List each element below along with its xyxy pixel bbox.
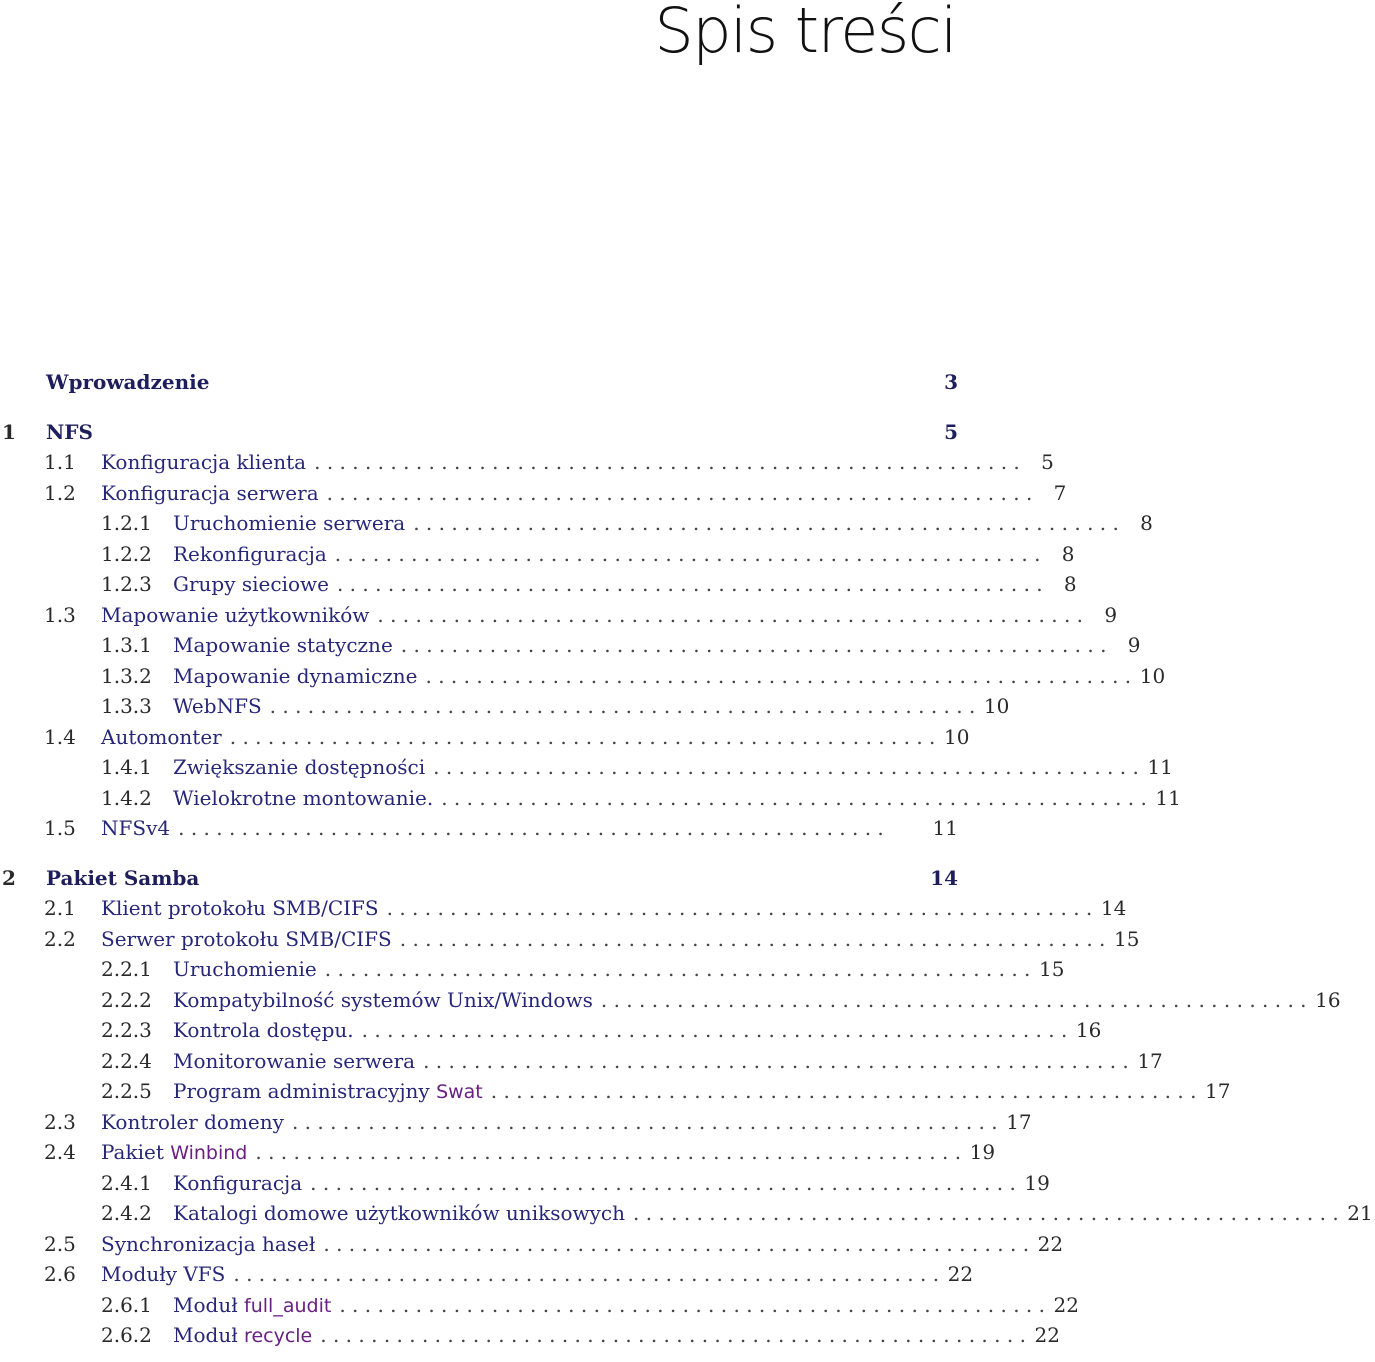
toc-entry[interactable]	[0, 541, 1075, 573]
toc-entry-page-number: 7	[1053, 480, 1067, 505]
toc-entry-title: Program administracyjny	[173, 1079, 437, 1103]
toc-entry-title: Grupy sieciowe	[173, 572, 329, 596]
toc-entry-title: Katalogi domowe użytkowników uniksowych	[173, 1201, 626, 1225]
toc-entry-title: WebNFS	[173, 694, 262, 718]
toc-entry-title-link[interactable]	[173, 1171, 302, 1195]
toc-entry-title-link[interactable]	[173, 957, 317, 981]
page-title: Spis treści	[654, 0, 956, 67]
toc-entry-number: 2.6.1	[101, 1292, 152, 1317]
toc-entry-number: 2.2.2	[101, 987, 152, 1012]
toc-entry-title-link[interactable]	[46, 866, 199, 890]
toc-entry-page-number: 22	[1034, 1323, 1060, 1347]
toc-entry[interactable]	[0, 957, 1065, 988]
toc-entry-code-name: Swat	[436, 1081, 483, 1103]
toc-entry-number: 1.4.1	[101, 755, 152, 779]
toc-entry-page-number: 22	[1053, 1292, 1079, 1317]
toc-entry-page-number: 16	[1315, 987, 1341, 1012]
toc-entry-number: 2.4.2	[101, 1201, 152, 1225]
toc-entry-title: Mapowanie dynamiczne	[173, 663, 418, 688]
toc-entry-title: Uruchomienie serwera	[173, 511, 406, 535]
toc-entry-title: Konfiguracja	[173, 1170, 303, 1195]
toc-entry[interactable]	[0, 1201, 1373, 1232]
toc-entry-number: 1.3	[44, 602, 76, 627]
toc-entry[interactable]	[0, 1140, 996, 1171]
toc-entry-title: Kontroler domeny	[101, 1109, 284, 1134]
toc-entry-page-number: 17	[1006, 1109, 1032, 1134]
toc-entry-page-number: 3	[944, 370, 958, 394]
toc-entry-number: 2.4.1	[101, 1170, 152, 1195]
dot-leader: . . . . . . . . . . . . . . . . . . . . . . . . . . . . . . . . . . . . . . . . . . . . . . . . . . . . . . . .	[425, 663, 1132, 688]
toc-entry-title: Mapowanie statyczne	[173, 633, 393, 657]
toc-entry-number: 2.4	[44, 1140, 76, 1164]
dot-leader: . . . . . . . . . . . . . . . . . . . . . . . . . . . . . . . . . . . . . . . . . . . . . . . . . . . . . . . .	[334, 541, 1041, 566]
toc-entry-title-link[interactable]	[46, 370, 209, 394]
toc-entry-number: 1.5	[44, 816, 76, 840]
toc-entry-title-link[interactable]	[173, 694, 262, 718]
toc-entry[interactable]	[0, 694, 1010, 725]
dot-leader: . . . . . . . . . . . . . . . . . . . . . . . . . . . . . . . . . . . . . . . . . . . . . . . . . . . . . . . .	[336, 572, 1043, 596]
toc-entry-title: Wprowadzenie	[46, 370, 210, 394]
toc-entry-title-link[interactable]	[173, 572, 329, 596]
table-of-contents	[0, 370, 1373, 1354]
toc-entry-title: Monitorowanie serwera	[173, 1048, 416, 1073]
dot-leader: . . . . . . . . . . . . . . . . . . . . . . . . . . . . . . . . . . . . . . . . . . . . . . . . . . . . . . . .	[433, 755, 1139, 779]
toc-entry-number: 2.2.1	[101, 957, 152, 981]
toc-entry-title-link[interactable]	[101, 603, 369, 627]
toc-entry-page-number: 9	[1127, 633, 1141, 657]
toc-entry-title: Serwer protokołu SMB/CIFS	[101, 926, 392, 951]
toc-entry-title-link[interactable]	[173, 755, 425, 779]
toc-entry[interactable]	[0, 866, 960, 897]
toc-entry-page-number: 15	[1113, 926, 1140, 951]
toc-entry-title-link[interactable]	[101, 1232, 315, 1256]
toc-entry[interactable]	[0, 896, 1127, 927]
dot-leader: . . . . . . . . . . . . . . . . . . . . . . . . . . . . . . . . . . . . . . . . . . . . . . . . . . . . . . . .	[178, 816, 884, 840]
toc-entry-code-name: Winbind	[170, 1142, 248, 1164]
toc-entry[interactable]	[0, 511, 1153, 542]
toc-entry-title: Pakiet	[101, 1140, 171, 1164]
dot-leader: . . . . . . . . . . . . . . . . . . . . . . . . . . . . . . . . . . . . . . . . . . . . . . . . . . . . . . . .	[269, 694, 976, 718]
toc-entry[interactable]	[0, 1262, 974, 1293]
toc-entry-code-name: recycle	[244, 1325, 313, 1347]
toc-entry-page-number: 8	[1061, 541, 1075, 566]
toc-entry-title: Rekonfiguracja	[173, 541, 327, 566]
toc-entry-title-link[interactable]	[101, 725, 222, 749]
toc-entry[interactable]	[0, 755, 1173, 786]
toc-entry-title-link[interactable]	[101, 927, 392, 951]
toc-entry-page-number: 19	[1024, 1170, 1050, 1195]
toc-entry-title: Klient protokołu SMB/CIFS	[101, 896, 379, 920]
toc-entry-title: Moduł	[173, 1292, 245, 1317]
dot-leader: . . . . . . . . . . . . . . . . . . . . . . . . . . . . . . . . . . . . . . . . . . . . . . . . . . . . . . . .	[326, 480, 1033, 505]
dot-leader: . . . . . . . . . . . . . . . . . . . . . . . . . . . . . . . . . . . . . . . . . . . . . . . . . . . . . . . .	[633, 1201, 1339, 1225]
toc-entry-title-link[interactable]	[173, 1201, 625, 1225]
dot-leader: . . . . . . . . . . . . . . . . . . . . . . . . . . . . . . . . . . . . . . . . . . . . . . . . . . . . . . . .	[310, 1170, 1016, 1195]
toc-entry-page-number: 10	[1139, 663, 1166, 688]
toc-entry-number: 1.1	[44, 450, 76, 474]
toc-entry-title: Wielokrotne montowanie.	[173, 785, 434, 810]
dot-leader: . . . . . . . . . . . . . . . . . . . . . . . . . . . . . . . . . . . . . . . . . . . . . . . . . . . . . . . .	[399, 926, 1106, 951]
toc-entry-page-number: 10	[943, 724, 970, 749]
toc-entry-number: 2.6	[44, 1262, 76, 1286]
toc-entry-page-number: 10	[983, 694, 1010, 718]
toc-entry-number: 1.3.2	[101, 663, 152, 688]
toc-entry[interactable]	[0, 663, 1166, 695]
toc-entry-title: NFSv4	[101, 816, 171, 840]
dot-leader: . . . . . . . . . . . . . . . . . . . . . . . . . . . . . . . . . . . . . . . . . . . . . . . . . . . . . . . .	[423, 1048, 1129, 1073]
toc-entry-page-number: 11	[932, 816, 958, 840]
toc-entry-number: 1.2	[44, 480, 76, 505]
toc-entry-number: 1.4.2	[101, 785, 152, 810]
toc-entry-page-number: 21	[1347, 1201, 1373, 1225]
toc-entry-title-link[interactable]	[101, 816, 170, 840]
toc-entry-title: Pakiet Samba	[46, 865, 200, 890]
dot-leader: . . . . . . . . . . . . . . . . . . . . . . . . . . . . . . . . . . . . . . . . . . . . . . . . . . . . . . . .	[320, 1323, 1026, 1347]
dot-leader: . . . . . . . . . . . . . . . . . . . . . . . . . . . . . . . . . . . . . . . . . . . . . . . . . . . . . . . .	[233, 1262, 940, 1286]
dot-leader: . . . . . . . . . . . . . . . . . . . . . . . . . . . . . . . . . . . . . . . . . . . . . . . . . . . . . . . .	[229, 724, 936, 749]
toc-entry-title-link[interactable]	[101, 481, 319, 505]
dot-leader: . . . . . . . . . . . . . . . . . . . . . . . . . . . . . . . . . . . . . . . . . . . . . . . . . . . . . . . .	[324, 957, 1031, 981]
dot-leader: . . . . . . . . . . . . . . . . . . . . . . . . . . . . . . . . . . . . . . . . . . . . . . . . . . . . . . . .	[323, 1231, 1030, 1256]
toc-entry-title-link[interactable]	[101, 1140, 247, 1164]
toc-entry-number: 1.2.3	[101, 572, 152, 596]
toc-entry[interactable]	[0, 1292, 1079, 1324]
toc-entry-page-number: 9	[1104, 602, 1118, 627]
toc-entry-title: Kontrola dostępu.	[173, 1018, 354, 1042]
toc-entry-page-number: 22	[1037, 1231, 1064, 1256]
dot-leader: . . . . . . . . . . . . . . . . . . . . . . . . . . . . . . . . . . . . . . . . . . . . . . . . . . . . . . . .	[490, 1079, 1197, 1103]
toc-entry-title-link[interactable]	[46, 420, 93, 444]
toc-entry-title: Konfiguracja klienta	[101, 450, 307, 474]
toc-entry-page-number: 14	[930, 865, 958, 890]
toc-entry-title-link[interactable]	[101, 896, 379, 920]
toc-entry-page-number: 5	[944, 419, 958, 444]
toc-entry-number: 2.2	[44, 926, 76, 951]
toc-entry-title-link[interactable]	[173, 988, 593, 1012]
toc-entry-title-link[interactable]	[101, 450, 306, 474]
dot-leader: . . . . . . . . . . . . . . . . . . . . . . . . . . . . . . . . . . . . . . . . . . . . . . . . . . . . . . . .	[255, 1140, 962, 1164]
toc-entry-title: Zwiększanie dostępności	[173, 755, 426, 779]
toc-entry-page-number: 14	[1100, 896, 1127, 920]
dot-leader: . . . . . . . . . . . . . . . . . . . . . . . . . . . . . . . . . . . . . . . . . . . . . . . . . . . . . . . .	[413, 511, 1119, 535]
dot-leader: . . . . . . . . . . . . . . . . . . . . . . . . . . . . . . . . . . . . . . . . . . . . . . . . . . . . . . . .	[361, 1018, 1068, 1042]
toc-entry-number: 2.2.3	[101, 1018, 152, 1042]
toc-entry-page-number: 17	[1137, 1048, 1163, 1073]
toc-entry-code-name: full_audit	[244, 1294, 332, 1317]
toc-entry-title: Moduł	[173, 1323, 245, 1347]
toc-entry-number: 2.2.5	[101, 1079, 152, 1103]
toc-entry-number: 1.3.3	[101, 694, 152, 718]
toc-entry-number: 1.2.1	[101, 511, 152, 535]
toc-entry-number: 1.4	[44, 724, 76, 749]
toc-entry-number: 2.2.4	[101, 1048, 152, 1073]
toc-entry-title: Kompatybilność systemów Unix/Windows	[173, 987, 593, 1012]
toc-entry[interactable]	[0, 816, 960, 847]
toc-entry-title: Konfiguracja serwera	[101, 480, 319, 505]
toc-entry-title-link[interactable]	[173, 1293, 331, 1317]
toc-entry-page-number: 19	[969, 1140, 996, 1164]
dot-leader: . . . . . . . . . . . . . . . . . . . . . . . . . . . . . . . . . . . . . . . . . . . . . . . . . . . . . . . .	[386, 896, 1093, 920]
toc-entry-page-number: 5	[1041, 450, 1054, 474]
dot-leader: . . . . . . . . . . . . . . . . . . . . . . . . . . . . . . . . . . . . . . . . . . . . . . . . . . . . . . . .	[339, 1292, 1045, 1317]
toc-entry-title-link[interactable]	[173, 633, 393, 657]
toc-entry-title: NFS	[46, 419, 93, 444]
toc-entry-title-link[interactable]	[173, 786, 433, 810]
toc-entry-page-number: 16	[1075, 1018, 1102, 1042]
toc-entry-title: Automonter	[101, 724, 222, 749]
toc-entry-page-number: 8	[1063, 572, 1077, 596]
dot-leader: . . . . . . . . . . . . . . . . . . . . . . . . . . . . . . . . . . . . . . . . . . . . . . . . . . . . . . . .	[441, 785, 1147, 810]
toc-entry-title-link[interactable]	[173, 542, 327, 566]
toc-entry[interactable]	[0, 1323, 1060, 1354]
toc-entry-number: 1.2.2	[101, 541, 152, 566]
toc-entry-title: Synchronizacja haseł	[101, 1231, 316, 1256]
toc-entry-title-link[interactable]	[173, 664, 417, 688]
toc-entry-page-number: 11	[1147, 755, 1173, 779]
toc-entry-title-link[interactable]	[173, 511, 405, 535]
toc-entry-number: 2.5	[44, 1231, 76, 1256]
toc-entry[interactable]	[0, 420, 960, 451]
toc-entry-page-number: 17	[1205, 1079, 1231, 1103]
toc-entry-title: Mapowanie użytkowników	[101, 602, 370, 627]
dot-leader: . . . . . . . . . . . . . . . . . . . . . . . . . . . . . . . . . . . . . . . . . . . . . . . . . . . . . . . .	[400, 633, 1107, 657]
toc-entry[interactable]	[0, 785, 1181, 817]
toc-entry-title-link[interactable]	[173, 1079, 483, 1103]
toc-entry-title-link[interactable]	[173, 1049, 415, 1073]
toc-entry[interactable]	[0, 633, 1141, 664]
toc-entry-title-link[interactable]	[101, 1262, 225, 1286]
toc-entry-title-link[interactable]	[173, 1323, 312, 1347]
toc-entry-number: 2.3	[44, 1109, 76, 1134]
toc-entry[interactable]	[0, 1079, 1231, 1110]
toc-entry[interactable]	[0, 1018, 1102, 1049]
toc-entry[interactable]	[0, 450, 1054, 481]
toc-entry[interactable]	[0, 480, 1067, 512]
toc-entry-page-number: 8	[1140, 511, 1153, 535]
dot-leader: . . . . . . . . . . . . . . . . . . . . . . . . . . . . . . . . . . . . . . . . . . . . . . . . . . . . . . . .	[377, 602, 1084, 627]
toc-entry[interactable]	[0, 1231, 1064, 1263]
dot-leader: . . . . . . . . . . . . . . . . . . . . . . . . . . . . . . . . . . . . . . . . . . . . . . . . . . . . . . . .	[314, 450, 1020, 474]
toc-entry[interactable]	[0, 926, 1140, 958]
toc-entry-page-number: 11	[1155, 785, 1181, 810]
toc-entry[interactable]	[0, 602, 1118, 634]
toc-entry-title-link[interactable]	[101, 1110, 284, 1134]
dot-leader: . . . . . . . . . . . . . . . . . . . . . . . . . . . . . . . . . . . . . . . . . . . . . . . . . . . . . . . .	[291, 1109, 998, 1134]
toc-entry-title: Uruchomienie	[173, 957, 317, 981]
toc-entry-title: Moduły VFS	[101, 1262, 226, 1286]
toc-entry-number: 2.1	[44, 896, 76, 920]
toc-entry-number: 1	[2, 419, 16, 444]
toc-entry-number: 2.6.2	[101, 1323, 152, 1347]
toc-entry-number: 2	[2, 865, 16, 890]
toc-entry-number: 1.3.1	[101, 633, 152, 657]
toc-entry[interactable]	[0, 572, 1077, 603]
toc-entry[interactable]	[0, 1048, 1163, 1080]
toc-entry-title-link[interactable]	[173, 1018, 354, 1042]
toc-entry[interactable]	[0, 1109, 1032, 1141]
toc-entry[interactable]	[0, 370, 960, 401]
toc-entry-page-number: 15	[1038, 957, 1065, 981]
toc-entry[interactable]	[0, 1170, 1050, 1202]
toc-entry[interactable]	[0, 987, 1341, 1019]
toc-entry[interactable]	[0, 724, 970, 756]
toc-entry-page-number: 22	[947, 1262, 974, 1286]
dot-leader: . . . . . . . . . . . . . . . . . . . . . . . . . . . . . . . . . . . . . . . . . . . . . . . . . . . . . . . .	[600, 987, 1307, 1012]
